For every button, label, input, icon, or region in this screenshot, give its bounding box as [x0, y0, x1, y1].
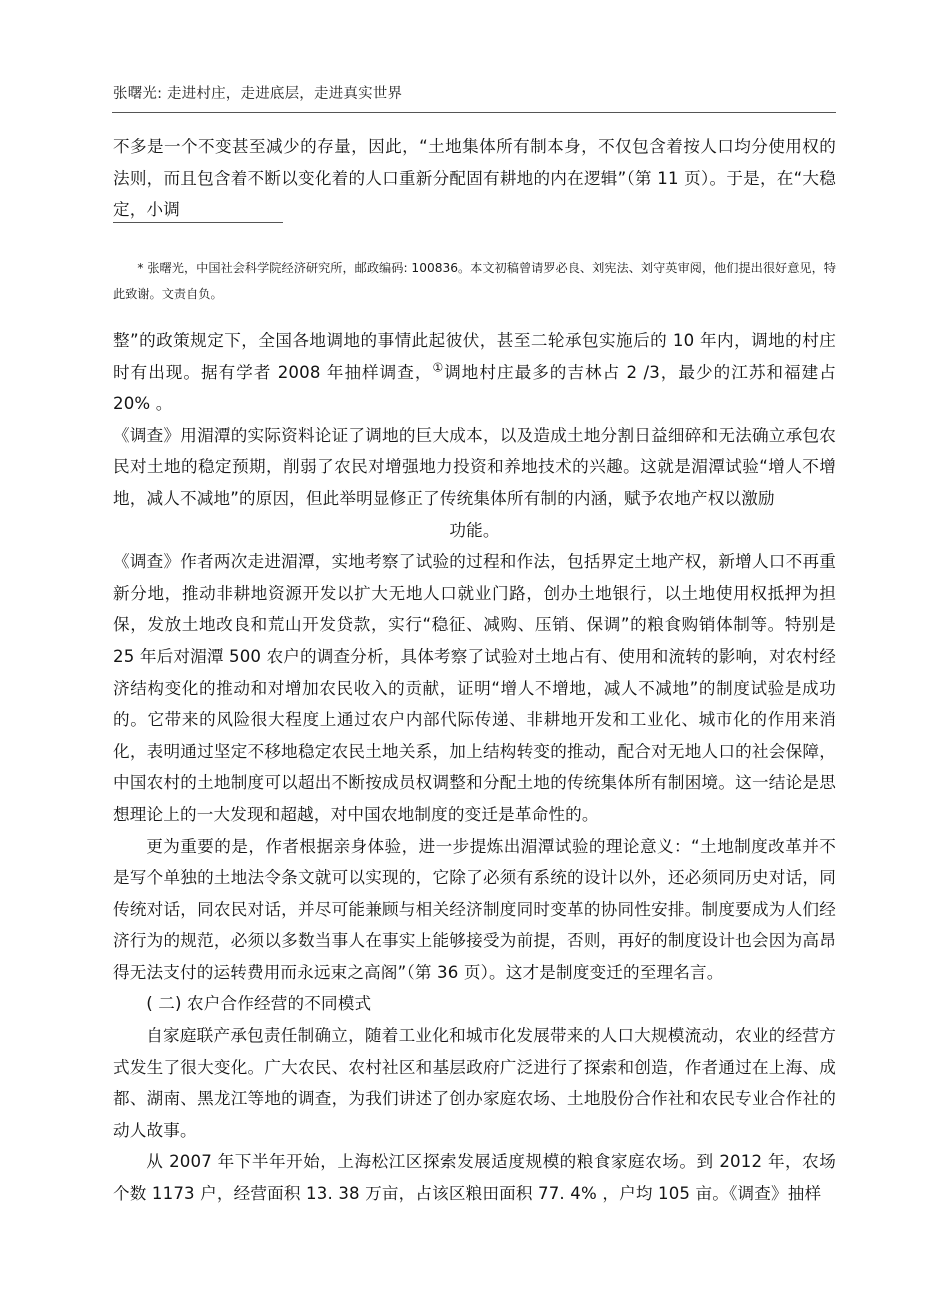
body-block-top [113, 131, 836, 226]
body-block-main [113, 325, 836, 1210]
paragraph-meitan-cost-tail: 功能。 [449, 520, 500, 540]
running-head-rule [112, 112, 836, 113]
paragraph-sampling-survey-part-a: 整”的政策规定下，全国各地调地的事情此起彼伏，甚至二轮承包实施后的 10 年内，调地的村庄时有出现。据有学者 2008 年抽样调查， [113, 331, 836, 382]
paragraph-meitan-fieldwork: 《调查》作者两次走进湄潭，实地考察了试验的过程和作法，包括界定土地产权，新增人口不再重新分地，推动非耕地资源开发以扩大无地人口就业门路，创办土地银行，以土地使用权抵押为担保，发放土地改良和荒山开发贷款，实行“稳征、减购、压销、保调”的粮食购销体制等。特别是 25 年后对湄潭 500 农户的调查分析，具体考察了试验对土地占有、使用和流转的影响，对农村经济结构变化的推动和对增加农民收入的贡献，证明“增人不增地，减人不减地”的制度试验是成功的。它带来的风险很大程度上通过农户内部代际传递、非耕地开发和工业化、城市化的作用来消化，表明通过坚定不移地稳定农民土地关系，加上结构转变的推动，配合对无地人口的社会保障，中国农村的土地制度可以超出不断按成员权调整和分配土地的传统集体所有制困境。这一结论是思想理论上的一大发现和超越，对中国农地制度的变迁是革命性的。 [113, 552, 836, 824]
running-head: 张曙光: 走进村庄，走进底层，走进真实世界 [113, 86, 403, 102]
paragraph-continuation: 不多是一个不变甚至减少的存量，因此，“土地集体所有制本身，不仅包含着按人口均分使用权的法则，而且包含着不断以变化着的人口重新分配固有耕地的内在逻辑”（第 11 页）。于是，在“大稳定，小调 [113, 137, 836, 220]
footnote-text: * 张曙光，中国社会科学院经济研究所，邮政编码: 100836。本文初稿曾请罗必良、刘宪法、刘守英审阅，他们提出很好意见，特此致谢。文责自负。 [113, 261, 836, 301]
section-heading-two: ( 二) 农户合作经营的不同模式 [146, 994, 372, 1014]
paragraph-sampling-survey [113, 325, 836, 420]
paragraph-sampling-survey-part-b: 调地村庄最多的吉林占 2 /3，最少的江苏和福建占 20% 。 [113, 362, 836, 414]
footnote-reference-marker: ① [432, 360, 445, 375]
footnote-separator-rule [113, 222, 283, 223]
paragraph-meitan-cost: 《调查》用湄潭的实际资料论证了调地的巨大成本，以及造成土地分割日益细碎和无法确立承包农民对土地的稳定预期，削弱了农民对增强地力投资和养地技术的兴趣。这就是湄潭试验“增人不增地，减人不减地”的原因，但此举明显修正了传统集体所有制的内涵，赋予农地产权以激励 [113, 425, 836, 508]
paragraph-songjiang-farms: 从 2007 年下半年开始，上海松江区探索发展适度规模的粮食家庭农场。到 2012 年，农场个数 1173 户，经营面积 13. 38 万亩，占该区粮田面积 77. 4% ，户均 105 亩。《调查》抽样 [113, 1152, 836, 1204]
paragraph-cooperative-modes: 自家庭联产承包责任制确立，随着工业化和城市化发展带来的人口大规模流动，农业的经营方式发生了很大变化。广大农民、农村社区和基层政府广泛进行了探索和创造，作者通过在上海、成都、湖南、黑龙江等地的调查，为我们讲述了创办家庭农场、土地股份合作社和农民专业合作社的动人故事。 [113, 1026, 836, 1140]
paragraph-theoretical-significance: 更为重要的是，作者根据亲身体验，进一步提炼出湄潭试验的理论意义：“土地制度改革并不是写个单独的土地法令条文就可以实现的，它除了必须有系统的设计以外，还必须同历史对话，同传统对话，同农民对话，并尽可能兼顾与相关经济制度同时变革的协同性安排。制度要成为人们经济行为的规范，必须以多数当事人在事实上能够接受为前提，否则，再好的制度设计也会因为高昂得无法支付的运转费用而永远束之高阁”（第 36 页）。这才是制度变迁的至理名言。 [113, 836, 836, 982]
